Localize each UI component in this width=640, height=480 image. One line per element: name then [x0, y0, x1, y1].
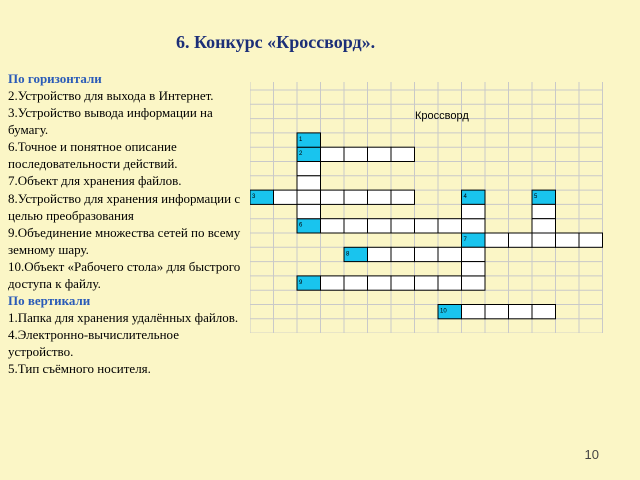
answer-cell[interactable]: [462, 247, 486, 261]
answer-cell[interactable]: [532, 204, 556, 218]
clue-number: 2: [299, 151, 303, 158]
answer-cell[interactable]: [368, 219, 392, 233]
clue-number: 9: [299, 279, 303, 286]
answer-cell[interactable]: [321, 219, 345, 233]
answer-cell[interactable]: [532, 219, 556, 233]
answer-cell[interactable]: [344, 219, 368, 233]
answer-cell[interactable]: [485, 233, 509, 247]
clue-number: 1: [299, 136, 303, 143]
answer-cell[interactable]: [391, 147, 415, 161]
answer-cell[interactable]: [415, 247, 439, 261]
answer-cell[interactable]: [462, 276, 486, 290]
answer-cell[interactable]: [415, 276, 439, 290]
clue-number: 3: [252, 194, 256, 201]
clue-horizontal-9: 9.Объединение множества сетей по всему земному шару.: [8, 224, 241, 257]
clue-horizontal-10: 10.Объект «Рабочего стола» для быстрого доступа к файлу.: [8, 258, 241, 292]
clue-horizontal-8: 8.Устройство для хранения информации с целью преобразования: [8, 190, 241, 223]
answer-cell[interactable]: [462, 204, 486, 218]
answer-cell[interactable]: [462, 262, 486, 276]
answer-cell[interactable]: [368, 247, 392, 261]
answer-cell[interactable]: [297, 190, 321, 204]
answer-cell[interactable]: [344, 147, 368, 161]
answer-cell[interactable]: [368, 190, 392, 204]
answer-cell[interactable]: [438, 219, 462, 233]
vertical-heading: По вертикали: [8, 293, 91, 309]
answer-cell[interactable]: [274, 190, 298, 204]
answer-cell[interactable]: [532, 233, 556, 247]
answer-cell[interactable]: [321, 147, 345, 161]
clue-number: 7: [463, 237, 467, 243]
clue-horizontal-3: 3.Устройство вывода информации на бумагу.: [8, 105, 213, 138]
answer-cell[interactable]: [297, 176, 321, 190]
answer-cell[interactable]: [532, 305, 556, 319]
clue-vertical-4: 4.Электронно-вычислительное устройство.: [8, 327, 179, 360]
answer-cell[interactable]: [462, 305, 486, 319]
answer-cell[interactable]: [391, 219, 415, 233]
crossword-grid: [250, 82, 604, 333]
answer-cell[interactable]: [368, 147, 392, 161]
clue-vertical-1: 1.Папка для хранения удалённых файлов.: [8, 310, 239, 326]
slide-title: 6. Конкурс «Кроссворд».: [176, 32, 376, 52]
clues-panel: [8, 70, 243, 378]
clue-number: 6: [299, 222, 303, 229]
clue-number: 5: [534, 194, 538, 201]
answer-cell[interactable]: [509, 233, 533, 247]
answer-cell[interactable]: [556, 233, 580, 247]
clue-horizontal-2: 2.Устройство для выхода в Интернет.: [8, 88, 214, 103]
clue-horizontal-7: 7.Объект для хранения файлов.: [8, 173, 182, 189]
answer-cell[interactable]: [485, 305, 509, 319]
answer-cell[interactable]: [438, 247, 462, 261]
answer-cell[interactable]: [438, 276, 462, 290]
answer-cell[interactable]: [344, 190, 368, 204]
answer-cell[interactable]: [391, 276, 415, 290]
clue-number: 10: [440, 308, 447, 315]
clue-number: 8: [346, 251, 350, 258]
crossword-caption: Кроссворд: [415, 110, 469, 122]
page-number: 10: [584, 447, 599, 462]
answer-cell[interactable]: [321, 190, 345, 204]
answer-cell[interactable]: [391, 190, 415, 204]
horizontal-heading: По горизонтали: [8, 71, 102, 86]
answer-cell[interactable]: [391, 247, 415, 261]
answer-cell[interactable]: [321, 276, 345, 290]
clue-horizontal-6: 6.Точное и понятное описание последовательности действий.: [8, 139, 178, 172]
answer-cell[interactable]: [368, 276, 392, 290]
answer-cell[interactable]: [344, 276, 368, 290]
answer-cell[interactable]: [415, 219, 439, 233]
crossword-cells: [250, 133, 603, 319]
answer-cell[interactable]: [297, 162, 321, 176]
clue-vertical-5: 5.Тип съёмного носителя.: [8, 361, 151, 377]
answer-cell[interactable]: [297, 204, 321, 218]
clue-number: 4: [463, 194, 467, 201]
answer-cell[interactable]: [579, 233, 603, 247]
answer-cell[interactable]: [509, 305, 533, 319]
answer-cell[interactable]: [462, 219, 486, 233]
